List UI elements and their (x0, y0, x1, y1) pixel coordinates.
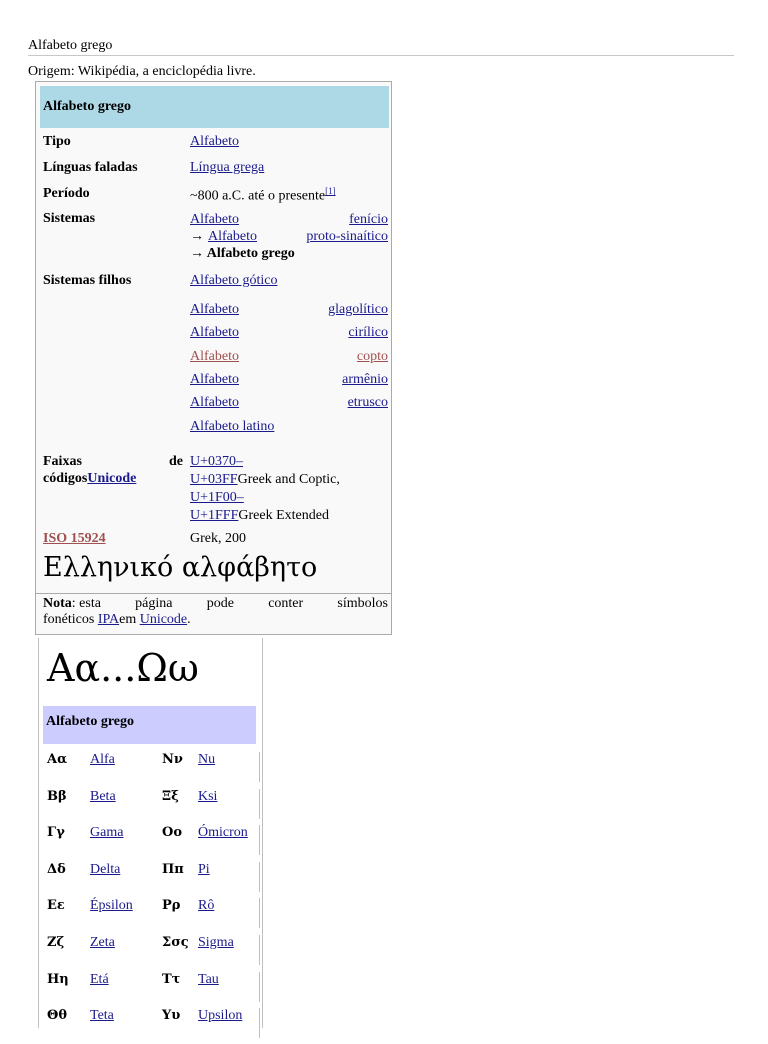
letter-name-link[interactable]: Beta (90, 788, 116, 804)
arrow: → (190, 229, 204, 244)
note-divider (36, 593, 391, 594)
letter-name-link[interactable]: Alfa (90, 752, 115, 767)
letter-row (39, 862, 262, 898)
gotico-link[interactable]: Alfabeto gótico (190, 273, 278, 288)
cell-divider (259, 898, 260, 928)
letter-name-link[interactable]: Zeta (90, 935, 115, 950)
periodo-value: ~800 a.C. até o presente (190, 188, 326, 204)
letter-name-link[interactable]: Sigma (198, 935, 234, 950)
linguas-link[interactable]: Língua grega (190, 160, 265, 175)
letter-symbol: Γγ (47, 825, 65, 841)
copto-link[interactable]: Alfabeto copto (190, 349, 388, 364)
codigos-label: códigos (43, 471, 88, 486)
letter-row (39, 1008, 262, 1044)
proto-sinaitico-link[interactable]: Alfabeto proto-sinaítico (208, 229, 388, 244)
infobox (35, 81, 392, 635)
letter-name-link[interactable]: Pi (198, 861, 210, 877)
letter-name-link[interactable]: Ksi (198, 788, 218, 804)
sistemas-label: Sistemas (43, 211, 96, 226)
letter-symbol: Ξξ (162, 788, 179, 804)
letter-row (39, 752, 262, 788)
range1-link-start[interactable]: U+0370– (190, 454, 244, 469)
cell-divider (259, 1008, 260, 1038)
ipa-link[interactable]: IPA (97, 612, 120, 627)
iso-link[interactable]: ISO 15924 (43, 531, 106, 546)
letter-name-link[interactable]: Delta (90, 861, 121, 877)
range2-text: Greek Extended (238, 508, 329, 523)
letter-symbol: Νν (162, 752, 183, 767)
letter-symbol: Ββ (47, 788, 67, 804)
letter-symbol: Σσς (162, 935, 189, 950)
armenio-link[interactable]: Alfabeto armênio (190, 372, 388, 387)
note-unicode-link[interactable]: Unicode (139, 612, 188, 627)
cell-divider (259, 972, 260, 1002)
note-bold: Nota (43, 596, 72, 611)
letter-name-link[interactable]: Nu (198, 752, 216, 767)
cell-divider (259, 752, 260, 782)
cell-divider (259, 789, 260, 819)
letters-table (38, 638, 263, 1028)
letter-name-link[interactable]: Upsilon (198, 1008, 243, 1024)
sistemas-current: → Alfabeto grego (190, 246, 295, 261)
infobox-title: Alfabeto grego (40, 86, 389, 128)
letter-symbol: Οο (162, 825, 182, 841)
periodo-reference-link[interactable]: [1] (325, 186, 336, 196)
cell-divider (259, 935, 260, 965)
letter-symbol: Αα (47, 752, 68, 767)
letter-row (39, 789, 262, 825)
letter-row (39, 972, 262, 1008)
document-title: Alfabeto grego (28, 38, 113, 53)
letter-symbol: Υυ (162, 1008, 181, 1024)
origin-line: Origem: Wikipédia, a enciclopédia livre. (28, 64, 256, 79)
letter-symbol: Ηη (47, 971, 69, 987)
range2-link-end[interactable]: U+1FFF (190, 508, 239, 523)
cell-divider (259, 862, 260, 892)
filhos-label: Sistemas filhos (43, 273, 132, 288)
range1-text: Greek and Coptic, (237, 472, 340, 487)
cirilico-link[interactable]: Alfabeto cirílico (190, 325, 388, 340)
letters-title: Alfabeto grego (43, 706, 256, 744)
letter-name-link[interactable]: Tau (198, 971, 219, 987)
etrusco-link[interactable]: Alfabeto etrusco (190, 395, 388, 410)
letter-name-link[interactable]: Etá (90, 971, 109, 987)
cell-divider (259, 825, 260, 855)
range2-link-start[interactable]: U+1F00– (190, 490, 244, 505)
fenicio-link[interactable]: Alfabeto fenício (190, 212, 388, 227)
iso-value: Grek, 200 (190, 531, 246, 546)
tipo-label: Tipo (43, 134, 71, 149)
letter-symbol: Ζζ (47, 935, 65, 950)
letter-name-link[interactable]: Gama (90, 825, 124, 841)
linguas-label: Línguas faladas (43, 160, 138, 175)
unicode-link[interactable]: Unicode (87, 471, 137, 486)
letters-display: Αα...Ωω (47, 646, 199, 690)
latino-link[interactable]: Alfabeto latino (190, 419, 275, 434)
letter-name-link[interactable]: Épsilon (90, 898, 133, 914)
faixas-de: de (169, 454, 183, 469)
letter-row (39, 935, 262, 971)
letter-symbol: Θθ (47, 1008, 67, 1024)
letter-row (39, 898, 262, 934)
letter-symbol: Ρρ (162, 898, 181, 914)
title-divider (28, 55, 734, 56)
letter-row (39, 825, 262, 861)
letter-symbol: Εε (47, 898, 65, 914)
periodo-label: Período (43, 186, 90, 201)
note: Nota: esta página pode conter símbolos fonéticos IPAem Unicode. (43, 596, 388, 627)
letter-name-link[interactable]: Ómicron (198, 825, 248, 841)
letter-name-link[interactable]: Teta (90, 1008, 114, 1024)
faixas-label: Faixas (43, 454, 82, 469)
tipo-link[interactable]: Alfabeto (190, 134, 239, 149)
letter-symbol: Δδ (47, 861, 66, 877)
letter-symbol: Ππ (162, 861, 184, 877)
letter-symbol: Ττ (162, 971, 181, 987)
letter-name-link[interactable]: Rô (198, 898, 215, 914)
native-name: Ελληνικό αλφάβητο (43, 552, 318, 583)
glagolitico-link[interactable]: Alfabeto glagolítico (190, 302, 388, 317)
range1-link-end[interactable]: U+03FF (190, 472, 238, 487)
